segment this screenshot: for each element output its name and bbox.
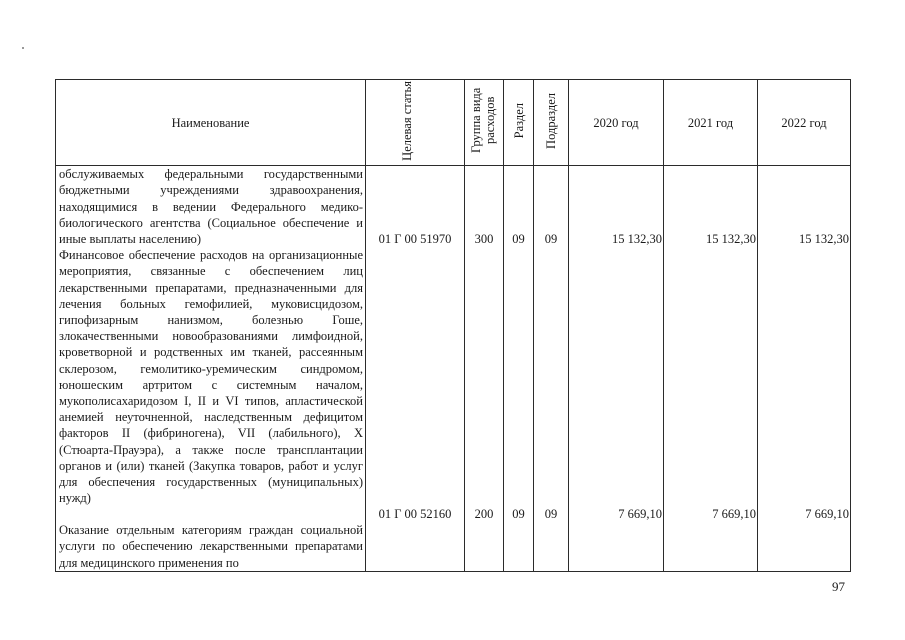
row-expense-group: 200	[465, 247, 504, 522]
header-year-2022: 2022 год	[758, 80, 851, 166]
header-section	[504, 80, 534, 166]
row-expense-group: 300	[465, 166, 504, 248]
header-section-text: Раздел	[511, 102, 526, 139]
row-target-article: 01 Г 00 51970	[366, 166, 465, 248]
header-expense-group-text: Группа вида расходов	[469, 87, 497, 154]
row-value-2021	[664, 522, 758, 572]
row-section: 09	[504, 166, 534, 248]
row-subsection: 09	[534, 166, 569, 248]
row-name	[56, 247, 366, 522]
header-year-2020: 2020 год	[569, 80, 664, 166]
header-target-article-text: Целевая статья	[400, 80, 414, 161]
row-name-text: Финансовое обеспечение расходов на организационные мероприятия, связанные с обеспечением лиц лекарственными препаратами, предназначенными для лечения больных гемофилией, муковисцидозом, гипофизарным нанизмом, болезнью Гоше, злокачественными новообразованиями лимфоидной, кроветворной и родственных им тканей, рассеянным склерозом, гемолитико-уремическим синдромом, юношеским артритом с системным началом, мукополисахаридозом I, II и VI типов, апластической анемией неуточненной, наследственным дефицитом факторов II (фибриногена), VII (лабильного), X (Стюарта-Прауэра), а также после трансплантации органов и (или) тканей (Закупка товаров, работ и услуг для обеспечения государственных (муниципальных) нужд)	[59, 248, 363, 506]
header-subsection-text: Подраздел	[544, 92, 558, 149]
header-year-2021: 2021 год	[664, 80, 758, 166]
row-value-2022: 15 132,30	[758, 166, 851, 248]
table-row	[56, 522, 851, 572]
row-target-article: 01 Г 00 52160	[366, 247, 465, 522]
row-value-2022	[758, 522, 851, 572]
row-value-2020: 7 669,10	[569, 247, 664, 522]
row-section: 09	[504, 247, 534, 522]
table-row	[56, 166, 851, 248]
row-name-text: обслуживаемых федеральными государственными бюджетными учреждениями здравоохранения, находящимися в ведении Федерального медико-биологического агентства (Социальное обеспечение и иные выплаты населению)	[59, 167, 363, 247]
row-value-2020	[569, 522, 664, 572]
row-name	[56, 166, 366, 248]
row-value-2021: 15 132,30	[664, 166, 758, 248]
row-value-2020: 15 132,30	[569, 166, 664, 248]
header-name: Наименование	[56, 80, 366, 166]
row-subsection: 09	[534, 247, 569, 522]
table-header	[56, 80, 851, 166]
row-value-2021: 7 669,10	[664, 247, 758, 522]
row-value-2022: 7 669,10	[758, 247, 851, 522]
table-row	[56, 247, 851, 522]
header-subsection	[534, 80, 569, 166]
row-section	[504, 522, 534, 572]
row-target-article	[366, 522, 465, 572]
header-target-article	[366, 80, 465, 166]
row-name	[56, 522, 366, 572]
budget-table	[55, 79, 851, 572]
header-expense-group	[465, 80, 504, 166]
row-subsection	[534, 522, 569, 572]
row-expense-group	[465, 522, 504, 572]
page-number: 97	[832, 579, 845, 594]
scan-speck	[22, 47, 24, 49]
row-name-text: Оказание отдельным категориям граждан социальной услуги по обеспечению лекарственными препаратами для медицинского применения по	[59, 523, 363, 570]
